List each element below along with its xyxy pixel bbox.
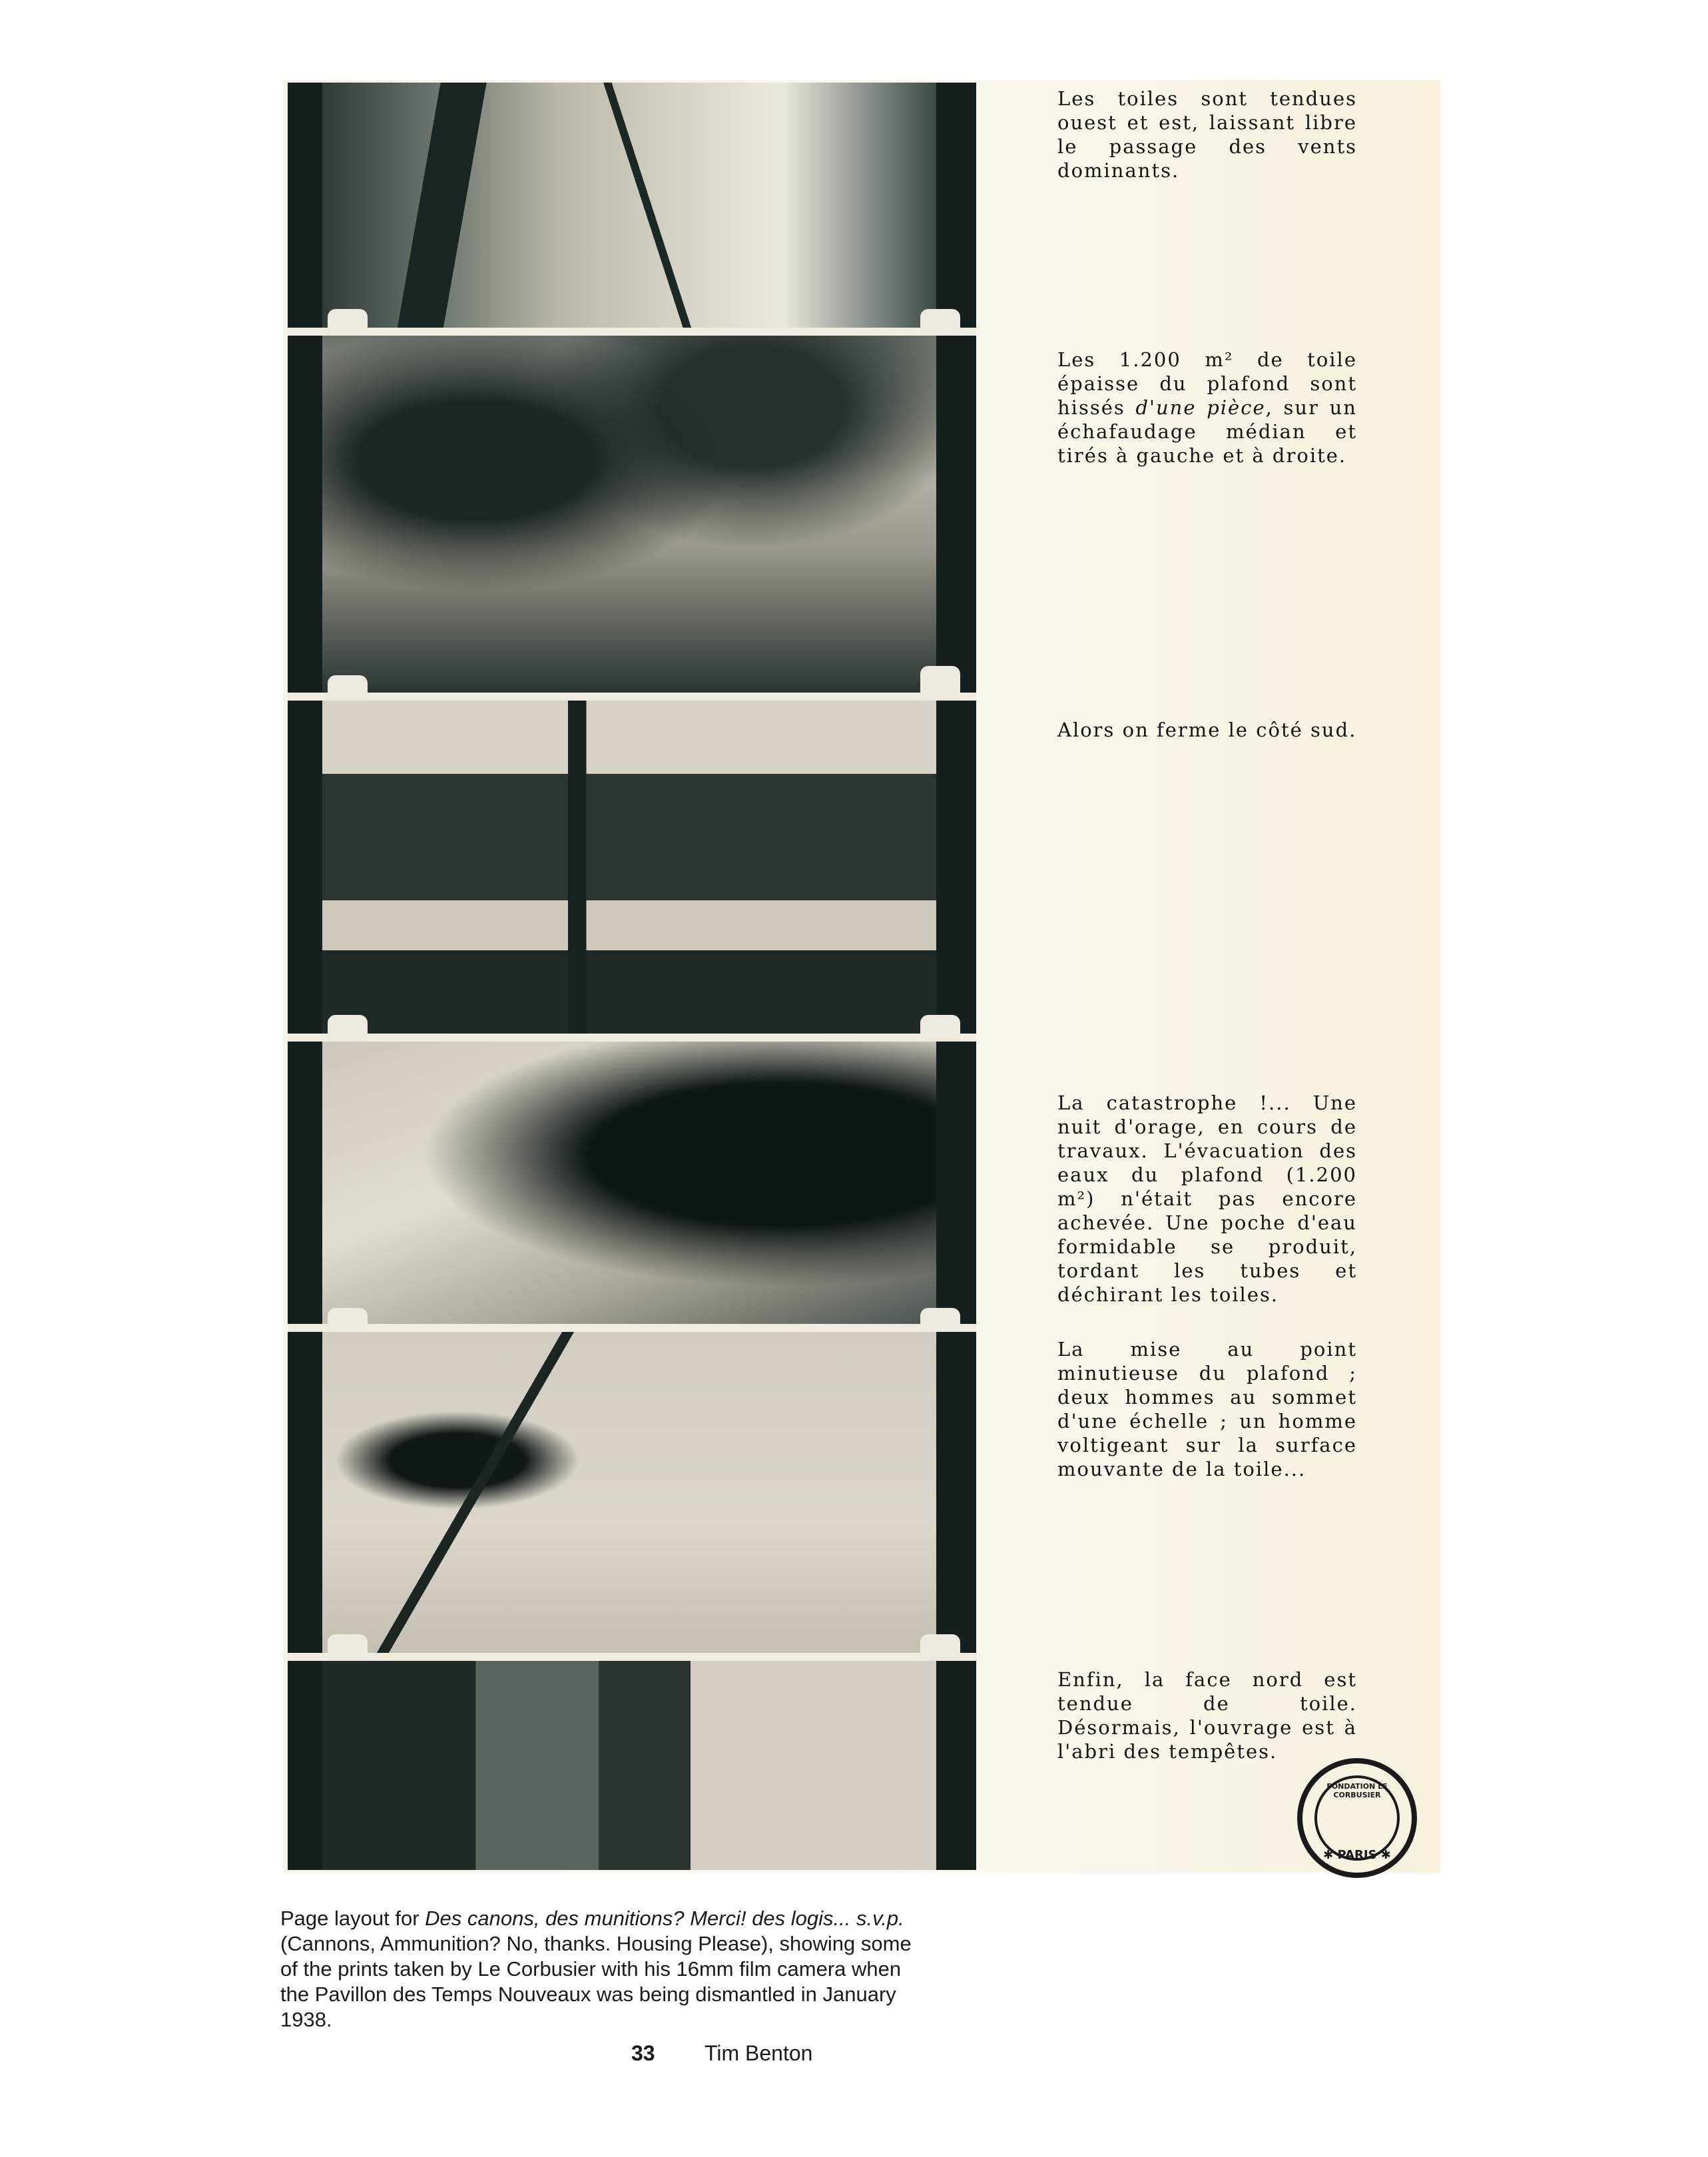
caption-prefix: Page layout for [280,1907,426,1930]
paragraph-2-italic: d'une pièce [1135,396,1266,419]
caption-suffix: (Cannons, Ammunition? No, thanks. Housing Please), showing some of the prints taken by Le Corbusier with his 16mm film camera when the Pavillon des Temps Nouveaux was being dismantled in January 1938. [280,1932,912,2031]
paragraph-2 [1057,348,1357,467]
film-frame-6 [288,1661,976,1870]
film-frame-4 [288,1042,976,1324]
caption-italic-title: Des canons, des munitions? Merci! des logis... s.v.p. [425,1907,904,1930]
frame-separator [288,693,976,701]
paragraph-2-text: Les 1.200 m² de toile épaisse du plafond sont hissés [1057,348,1357,419]
paragraph-4: La catastrophe !... Une nuit d'orage, en cours de travaux. L'évacuation des eaux du plafond (1.200 m²) n'était pas encore achevée. Une poche d'eau formidable se produit, tordant les tubes et déchirant les toiles. [1057,1091,1357,1306]
film-frame-2 [288,336,976,693]
frame-photo [322,336,936,693]
film-strip [288,83,976,1870]
page-number: 33 [631,2041,655,2065]
frame-separator [288,1653,976,1661]
stamp-bottom-text: ✱ PARIS ✱ [1323,1848,1391,1862]
paragraph-3: Alors on ferme le côté sud. [1057,719,1357,741]
frame-photo [322,701,936,1034]
frame-separator [288,1324,976,1332]
running-author: Tim Benton [705,2041,813,2065]
figure-caption [280,1906,920,2032]
film-frame-1 [288,83,976,328]
paragraph-6: Enfin, la face nord est tendue de toile. Désormais, l'ouvrage est à l'abri des tempêtes. [1057,1668,1357,1763]
frame-separator [288,1034,976,1042]
frame-photo [322,83,936,328]
paragraph-5: La mise au point minutieuse du plafond ; deux hommes au sommet d'une échelle ; un homme voltigeant sur la surface mouvante de la toile... [1057,1338,1357,1480]
stamp-top-text: FONDATION LE CORBUSIER [1326,1782,1388,1799]
frame-photo [322,1661,936,1870]
fondation-le-corbusier-stamp [1297,1758,1417,1878]
frame-photo [322,1042,936,1324]
frame-photo [322,1332,936,1653]
film-frame-3 [288,701,976,1034]
frame-separator [288,328,976,336]
paragraph-1: Les toiles sont tendues ouest et est, laissant libre le passage des vents dominants. [1057,87,1357,182]
paragraph-2-text-end: , sur un échafaudage médian et tirés à gauche et à droite. [1057,396,1357,467]
film-frame-5 [288,1332,976,1653]
